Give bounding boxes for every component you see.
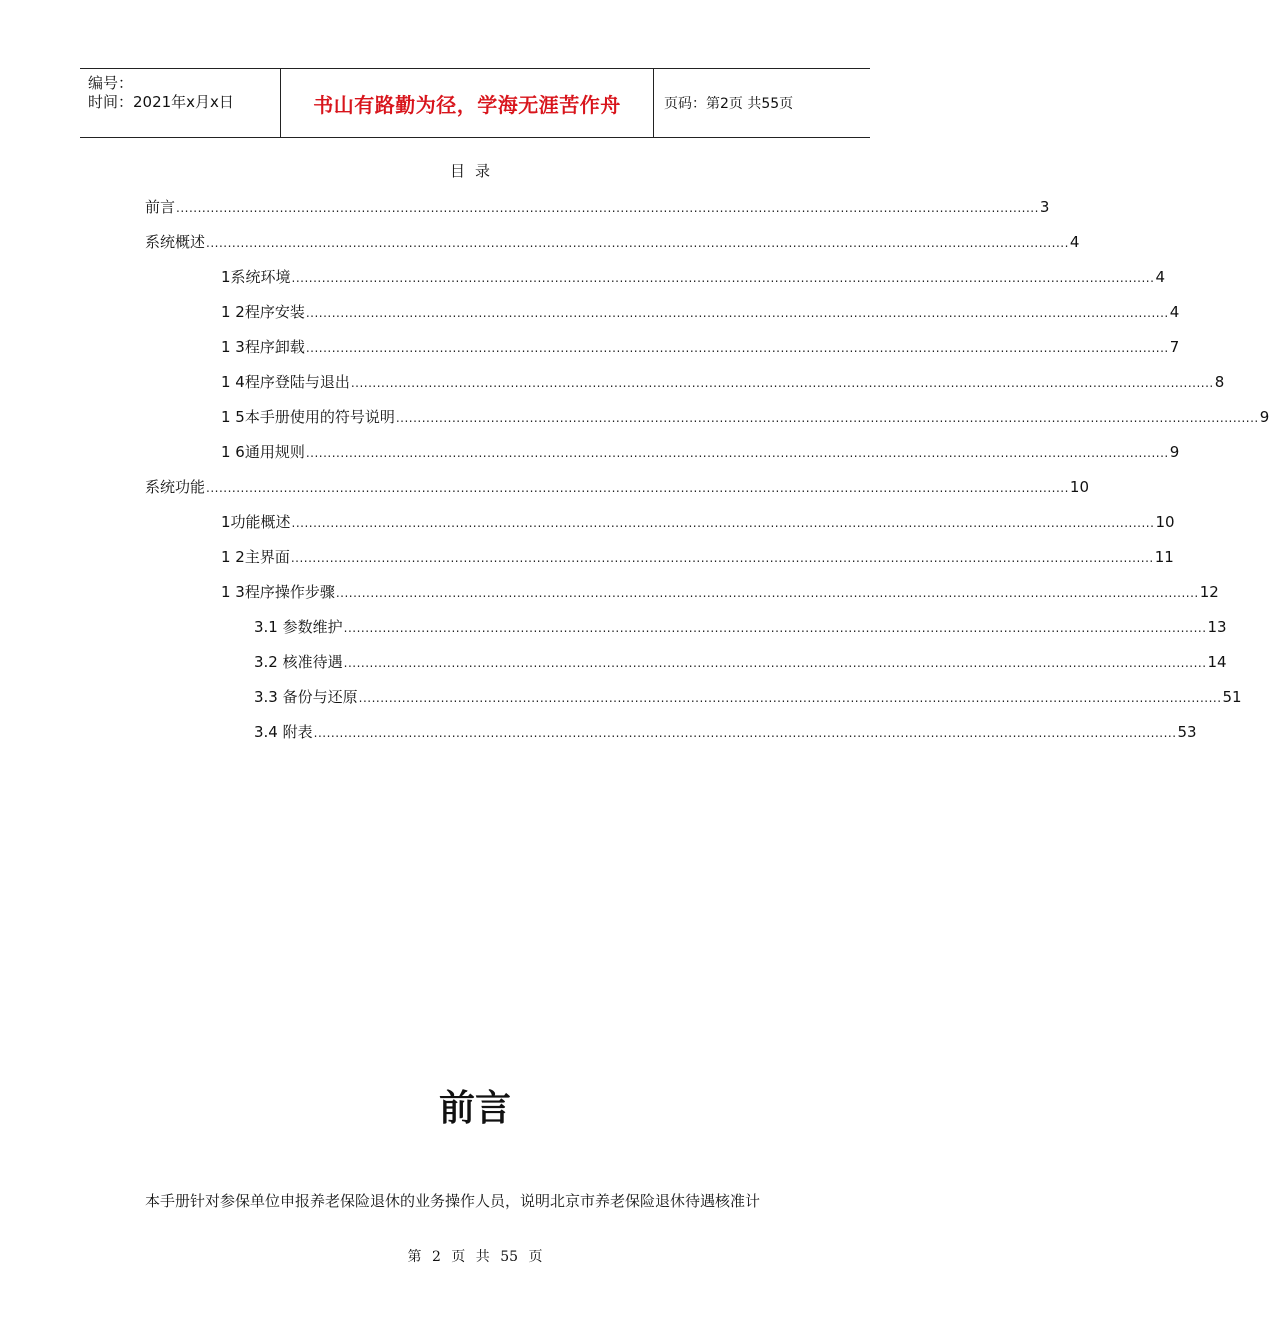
toc-leader-dots: ........................................................................................................................................................................................................ [176,201,1039,215]
toc-entry-page: 3 [1039,198,1050,216]
toc-entry-label: 系统概述 [145,233,206,251]
toc-entry-page: 14 [1207,653,1227,671]
toc-entry[interactable] [145,476,1089,496]
toc-entry-page: 10 [1155,513,1175,531]
toc-entry-label: 3.2 核准待遇 [254,653,343,671]
toc-title: 目录 [449,162,500,180]
toc-entry-page: 7 [1169,338,1180,356]
toc-entry-page: 10 [1069,478,1089,496]
toc-entry-page: 4 [1069,233,1080,251]
toc-entry-label: 1 5本手册使用的符号说明 [221,408,395,426]
toc-leader-dots: ........................................................................................................................................................................................................ [291,516,1155,530]
body-paragraph: 本手册针对参保单位申报养老保险退休的业务操作人员，说明北京市养老保险退休待遇核准计 [145,1192,761,1210]
toc-leader-dots: ........................................................................................................................................................................................................ [313,726,1177,740]
toc-entry-label: 1 3程序操作步骤 [221,583,335,601]
toc-entry[interactable] [221,301,1180,321]
toc-entry[interactable] [221,406,1269,426]
toc-entry[interactable] [254,616,1227,636]
toc-entry-page: 51 [1222,688,1242,706]
motto-text: 书山有路勤为径，学海无涯苦作舟 [313,92,621,117]
toc-entry-page: 4 [1169,303,1180,321]
toc-entry[interactable] [221,511,1175,531]
header-page-cell [654,69,870,137]
toc-entry-label: 3.1 参数维护 [254,618,343,636]
toc-entry-page: 8 [1214,373,1225,391]
toc-entry[interactable] [145,196,1050,216]
toc-entry[interactable] [221,371,1225,391]
header-motto-cell [281,69,654,137]
toc-entry-page: 12 [1199,583,1219,601]
toc-entry-page: 11 [1154,548,1174,566]
toc-leader-dots: ........................................................................................................................................................................................................ [206,236,1069,250]
toc-entry-label: 1 4程序登陆与退出 [221,373,350,391]
toc-leader-dots: ........................................................................................................................................................................................................ [305,446,1169,460]
date-label: 时间：2021年x月x日 [88,93,234,111]
toc-entry[interactable] [221,336,1180,356]
toc-entry-label: 3.4 附表 [254,723,313,741]
toc-entry-page: 13 [1207,618,1227,636]
toc-leader-dots: ........................................................................................................................................................................................................ [350,376,1214,390]
toc-entry-label: 3.3 备份与还原 [254,688,358,706]
toc-entry-page: 9 [1259,408,1269,426]
toc-entry-label: 前言 [145,198,176,216]
toc-entry[interactable] [254,686,1242,706]
toc-entry-label: 1 6通用规则 [221,443,305,461]
toc-entry[interactable] [221,441,1180,461]
header-left-cell [80,69,281,137]
toc-leader-dots: ........................................................................................................................................................................................................ [335,586,1199,600]
page-footer: 第 2 页 共 55 页 [407,1249,543,1265]
toc-entry[interactable] [254,651,1227,671]
toc-entry[interactable] [221,266,1165,286]
toc-leader-dots: ........................................................................................................................................................................................................ [206,481,1069,495]
toc-leader-dots: ........................................................................................................................................................................................................ [290,551,1154,565]
toc-entry-page: 53 [1177,723,1197,741]
section-heading: 前言 [438,1088,511,1129]
toc-leader-dots: ........................................................................................................................................................................................................ [291,271,1155,285]
toc-leader-dots: ........................................................................................................................................................................................................ [343,621,1207,635]
toc-leader-dots: ........................................................................................................................................................................................................ [305,341,1169,355]
toc-entry[interactable] [221,546,1174,566]
header-table [80,68,870,138]
toc-entry-label: 1 2程序安装 [221,303,305,321]
toc-leader-dots: ........................................................................................................................................................................................................ [305,306,1169,320]
toc-entry-label: 1系统环境 [221,268,291,286]
toc-entry[interactable] [221,581,1219,601]
toc-entry-page: 9 [1169,443,1180,461]
serial-number-label: 编号： [88,74,134,92]
toc-entry-label: 1 2主界面 [221,548,290,566]
toc-entry-label: 系统功能 [145,478,206,496]
page-info: 页码：第2页 共55页 [664,96,794,112]
toc-leader-dots: ........................................................................................................................................................................................................ [358,691,1222,705]
toc-entry-page: 4 [1155,268,1165,286]
toc-leader-dots: ........................................................................................................................................................................................................ [395,411,1259,425]
toc-entry-label: 1 3程序卸载 [221,338,305,356]
toc-entry[interactable] [145,231,1080,251]
toc-entry[interactable] [254,721,1197,741]
toc-entry-label: 1功能概述 [221,513,291,531]
toc-leader-dots: ........................................................................................................................................................................................................ [343,656,1207,670]
